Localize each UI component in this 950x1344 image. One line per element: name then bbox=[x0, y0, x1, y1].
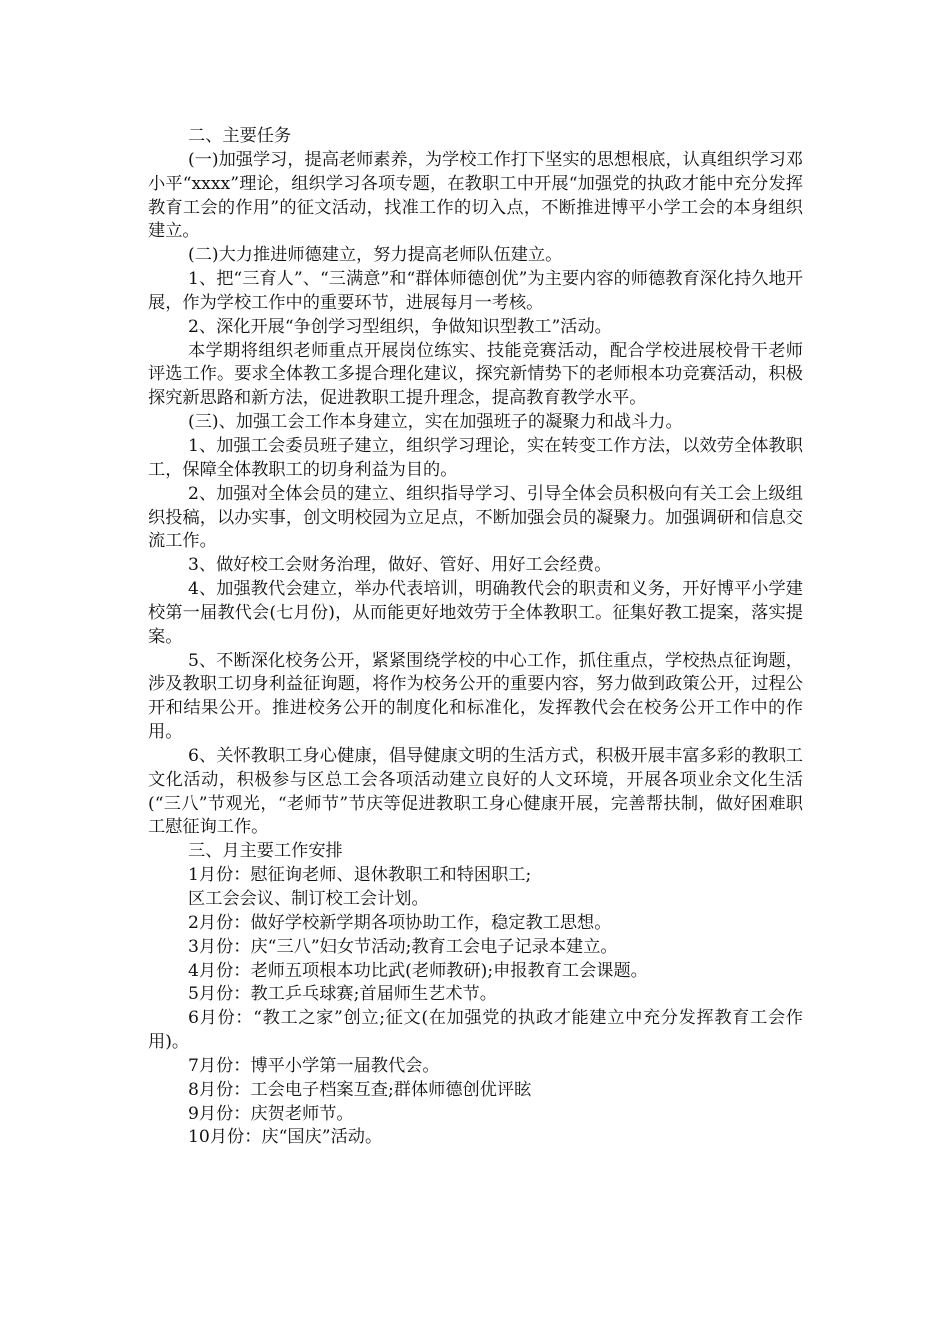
schedule-item: 2月份：做好学校新学期各项协助工作，稳定教工思想。 bbox=[188, 912, 612, 933]
schedule-item: 3月份：庆“三八”妇女节活动;教育工会电子记录本建立。 bbox=[188, 936, 618, 957]
section-heading: 三、月主要工作安排 bbox=[188, 841, 343, 862]
paragraph: 本学期将组织老师重点开展岗位练实、技能竞赛活动，配合学校进展校骨干老师评选工作。要求全体教工多提合理化建议，探究新情势下的老师根本功竞赛活动，积极探究新思路和新方法，促进教职工提升理念，提高教育教学水平。 bbox=[148, 340, 803, 409]
paragraph: (一)加强学习，提高老师素养，为学校工作打下坚实的思想根底，认真组织学习邓小平“xxxx”理论，组织学习各项专题，在教职工中开展“加强党的执政才能中充分发挥教育工会的作用”的征文活动，找准工作的切入点，不断推进博平小学工会的本身组织建立。 bbox=[148, 149, 803, 242]
paragraph: 6、关怀教职工身心健康，倡导健康文明的生活方式，积极开展丰富多彩的教职工文化活动，积极参与区总工会各项活动建立良好的人文环境，开展各项业余文化生活(“三八”节观光，“老师节”节庆等促进教职工身心健康开展，完善帮扶制，做好困难职工慰征询工作。 bbox=[148, 745, 803, 838]
paragraph: 2、加强对全体会员的建立、组织指导学习、引导全体会员积极向有关工会上级组织投稿，以办实事，创文明校园为立足点，不断加强会员的凝聚力。加强调研和信息交流工作。 bbox=[148, 483, 803, 552]
paragraph: 3、做好校工会财务治理，做好、管好、用好工会经费。 bbox=[188, 555, 612, 576]
paragraph: (三)、加强工会工作本身建立，实在加强班子的凝聚力和战斗力。 bbox=[188, 412, 683, 433]
schedule-item: 7月份：博平小学第一届教代会。 bbox=[188, 1055, 440, 1076]
paragraph: 2、深化开展“争创学习型组织，争做知识型教工”活动。 bbox=[188, 316, 612, 337]
paragraph: 1、加强工会委员班子建立，组织学习理论，实在转变工作方法，以效劳全体教职工，保障全体教职工的切身利益为目的。 bbox=[148, 435, 803, 480]
schedule-item: 区工会会议、制订校工会计划。 bbox=[188, 889, 429, 909]
schedule-item: 1月份：慰征询老师、退休教职工和特困职工; bbox=[188, 865, 532, 886]
paragraph: (二)大力推进师德建立，努力提高老师队伍建立。 bbox=[188, 245, 563, 266]
schedule-item: 9月份：庆贺老师节。 bbox=[188, 1103, 354, 1124]
section-heading: 二、主要任务 bbox=[188, 126, 292, 146]
paragraph: 4、加强教代会建立，举办代表培训，明确教代会的职责和义务，开好博平小学建校第一届教代会(七月份)，从而能更好地效劳于全体教职工。征集好教工提案，落实提案。 bbox=[148, 579, 803, 647]
paragraph: 1、把“三育人”、“三满意”和“群体师德创优”为主要内容的师德教育深化持久地开展，作为学校工作中的重要环节，进展每月一考核。 bbox=[148, 269, 803, 313]
schedule-item: 5月份：教工乒乓球赛;首届师生艺术节。 bbox=[188, 984, 497, 1005]
schedule-item: 4月份：老师五项根本功比武(老师教研);申报教育工会课题。 bbox=[188, 960, 648, 981]
schedule-item: 8月份：工会电子档案互查;群体师德创优评眩 bbox=[188, 1079, 532, 1100]
schedule-item: 6月份：“教工之家”创立;征文(在加强党的执政才能建立中充分发挥教育工会作用)。 bbox=[148, 1008, 803, 1053]
paragraph: 5、不断深化校务公开，紧紧围绕学校的中心工作，抓住重点，学校热点征询题，涉及教职工切身利益征询题，将作为校务公开的重要内容，努力做到政策公开，过程公开和结果公开。推进校务公开的制度化和标准化，发挥教代会在校务公开工作中的作用。 bbox=[148, 650, 803, 743]
schedule-item: 10月份：庆“国庆”活动。 bbox=[188, 1127, 383, 1148]
document-body bbox=[148, 125, 803, 1150]
